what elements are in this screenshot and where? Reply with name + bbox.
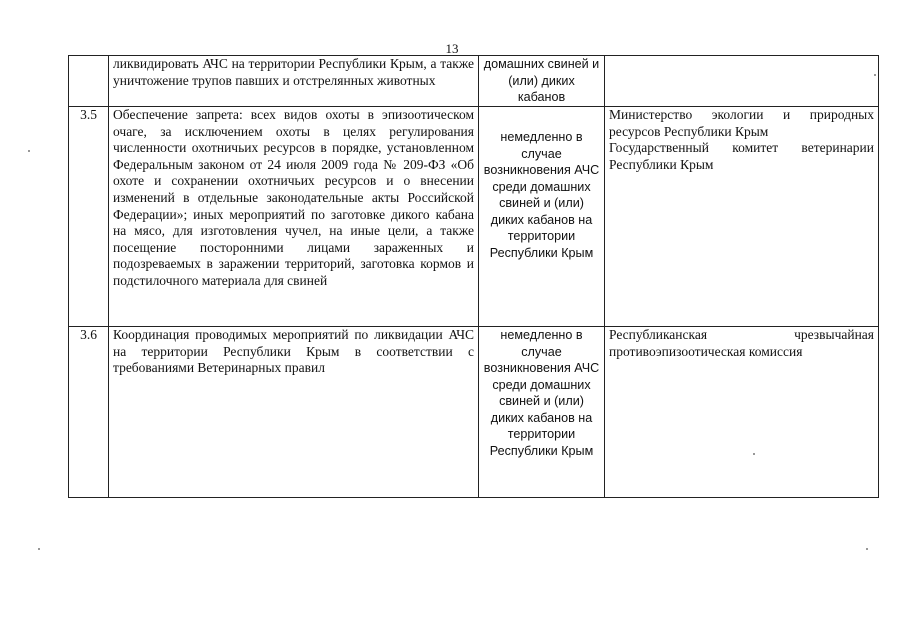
scan-speck xyxy=(874,74,876,76)
responsible-cell xyxy=(605,327,879,498)
deadline-cell: домашних свиней и (или) диких кабанов xyxy=(479,56,605,107)
page-number: 13 xyxy=(445,41,459,56)
event-description: Координация проводимых мероприятий по ликвидации АЧС на территории Республики Крым в соответствии с требованиями Ветеринарных правил xyxy=(109,327,479,498)
responsible-party: Государственный комитет ветеринарии Республики Крым xyxy=(609,140,874,172)
table-row xyxy=(69,327,879,498)
event-description: Обеспечение запрета: всех видов охоты в эпизоотическом очаге, за исключением охоты в целях регулирования численности охотничьих ресурсов в порядке, установленном Федеральным законом от 24 июля 2009 года № 209-ФЗ «Об охоте и сохранении охотничьих ресурсов и о внесении изменений в отдельные законодательные акты Российской Федерации»; иных мероприятий по заготовке дикого кабана на мясо, для изготовления чучел, на иные цели, а также посещение посторонними лицами зараженных и подозреваемых в заражении территорий, заготовка кормов и подстилочного материала для свиней xyxy=(109,107,479,327)
scan-speck xyxy=(28,150,30,152)
responsible-party: Министерство экологии и природных ресурсов Республики Крым xyxy=(609,107,874,139)
responsible-party: Республиканская чрезвычайная противоэпизоотическая комиссия xyxy=(609,327,874,359)
item-number: 3.5 xyxy=(69,107,109,327)
scan-speck xyxy=(753,453,755,455)
responsible-cell xyxy=(605,107,879,327)
scan-speck xyxy=(38,548,40,550)
event-description: ликвидировать АЧС на территории Республики Крым, а также уничтожение трупов павших и отстрелянных животных xyxy=(109,56,479,107)
table-row xyxy=(69,56,879,107)
deadline-text: немедленно в случае возникновения АЧС среди домашних свиней и (или) диких кабанов на территории Республики Крым xyxy=(483,130,600,260)
deadline-cell: немедленно в случае возникновения АЧС среди домашних свиней и (или) диких кабанов на территории Республики Крым xyxy=(479,327,605,498)
table-row xyxy=(69,107,879,327)
scan-speck xyxy=(866,548,868,550)
measures-table xyxy=(68,55,879,498)
item-number xyxy=(69,56,109,107)
item-number: 3.6 xyxy=(69,327,109,498)
responsible-cell xyxy=(605,56,879,107)
deadline-cell xyxy=(479,107,605,327)
